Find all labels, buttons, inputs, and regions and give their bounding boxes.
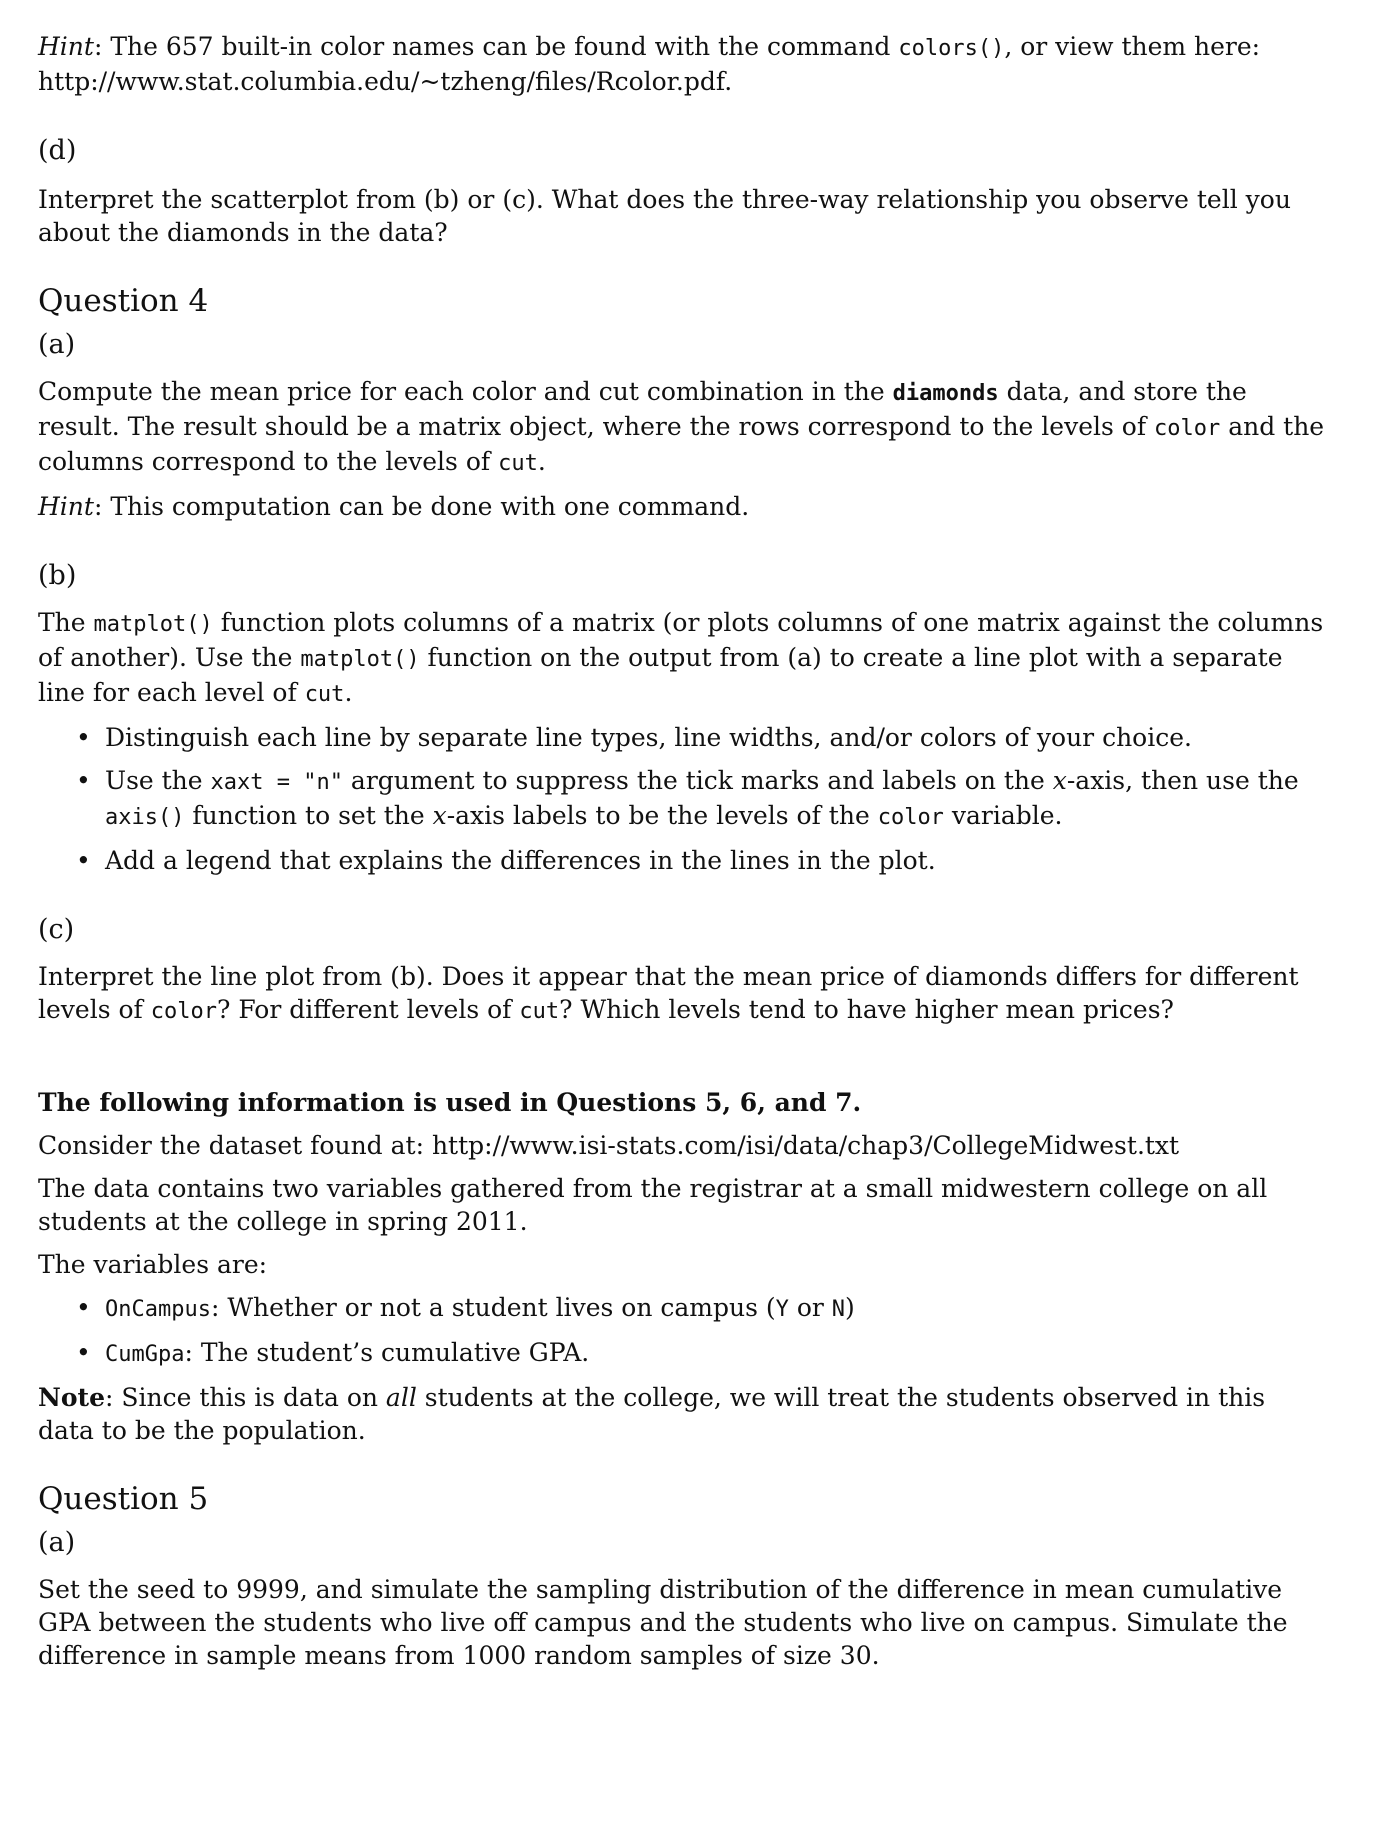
code-inline: xaxt = "n" — [210, 770, 343, 795]
question-4-title: Question 4 — [38, 283, 209, 319]
code-inline: color — [150, 999, 217, 1024]
q4-c-heading: (c) — [38, 914, 75, 945]
text: Distinguish each line by separate line types, line widths, and/or colors of your choice. — [105, 723, 1192, 752]
document-page — [38, 30, 1328, 1672]
code-inline: N — [831, 1297, 846, 1322]
q4-b-text — [38, 606, 1328, 711]
text: argument to suppress the tick marks and labels on the — [342, 766, 1053, 795]
part-d-heading: (d) — [38, 135, 77, 166]
code-inline: matplot() — [300, 647, 420, 672]
text: or — [788, 1293, 832, 1322]
text: Interpret the line plot from (b). Does it appear that the mean price of diamonds differs for different levels of — [38, 962, 1299, 1024]
code-inline: cut — [519, 999, 560, 1024]
data-description: The data contains two variables gathered from the registrar at a small midwestern college on all students at the college in spring 2011. — [38, 1174, 1268, 1236]
bullet-icon: • — [76, 1338, 91, 1367]
text: : Since this is data on — [104, 1383, 386, 1412]
text: and the columns correspond to the levels of — [38, 412, 1325, 476]
dataset-link: Consider the dataset found at: http://www.isi-stats.com/isi/data/chap3/CollegeMidwest.txt — [38, 1131, 1180, 1160]
text: : The student’s cumulative GPA. — [184, 1338, 590, 1367]
q4-a-text — [38, 375, 1328, 480]
text: ? Which levels tend to have higher mean prices? — [559, 995, 1174, 1024]
q4-b-bullets — [38, 721, 1328, 877]
info-heading: The following information is used in Questions 5, 6, and 7. — [38, 1088, 862, 1117]
emphasis: all — [385, 1383, 417, 1412]
question-5-title: Question 5 — [38, 1481, 209, 1517]
text: data, and store the result. The result should be a matrix object, where the rows correspond to the levels of — [38, 377, 1247, 441]
q4-b-heading: (b) — [38, 560, 77, 591]
text: students at the college, we will treat the students observed in this data to be the population. — [38, 1383, 1266, 1445]
text: -axis labels to be the levels of the — [446, 801, 878, 830]
part-d-text: Interpret the scatterplot from (b) or (c). What does the three-way relationship you observe tell you about the diamonds in the data? — [38, 185, 1291, 247]
code-inline: matplot() — [93, 612, 213, 637]
list-item — [38, 1336, 1328, 1371]
hint-label: Hint — [38, 32, 94, 61]
variables-list — [38, 1291, 1328, 1371]
text: function to set the — [184, 801, 433, 830]
text: function on the output from (a) to create a line plot with a separate line for each level of — [38, 643, 1283, 707]
text: ? For different levels of — [216, 995, 520, 1024]
math-var: x — [432, 801, 447, 830]
text: The — [38, 608, 94, 637]
code-inline: Y — [775, 1297, 789, 1322]
hint-text: : This computation can be done with one command. — [93, 492, 750, 521]
text: variable. — [943, 801, 1063, 830]
text: Add a legend that explains the differences in the lines in the plot. — [105, 846, 936, 875]
note-label: Note — [38, 1383, 105, 1412]
code-inline: cut — [304, 682, 345, 707]
hint-text: , or view them here: http://www.stat.columbia.edu/~tzheng/files/Rcolor.pdf. — [38, 32, 1261, 96]
bullet-icon: • — [76, 1293, 91, 1322]
hint-label: Hint — [38, 492, 94, 521]
code-inline: OnCampus — [105, 1297, 211, 1322]
text: . — [344, 678, 353, 707]
text: -axis, then use the — [1066, 766, 1299, 795]
variables-intro: The variables are: — [38, 1250, 268, 1279]
list-item — [38, 844, 1328, 877]
list-item — [38, 721, 1328, 754]
q5-a-heading: (a) — [38, 1527, 76, 1558]
text: : Whether or not a student lives on campus ( — [210, 1293, 776, 1322]
q4-a-heading: (a) — [38, 329, 76, 360]
code-inline: colors() — [898, 36, 1005, 61]
code-inline: axis() — [105, 805, 185, 830]
list-item — [38, 764, 1328, 834]
code-inline: cut — [498, 451, 538, 476]
code-inline: color — [1154, 416, 1221, 441]
math-var: x — [1052, 766, 1067, 795]
text: ) — [845, 1293, 855, 1322]
text: Compute the mean price for each color and cut combination in the — [38, 377, 893, 406]
text: function plots columns of a matrix (or plots columns of one matrix against the columns of another). Use the — [38, 608, 1324, 672]
q5-a-text: Set the seed to 9999, and simulate the sampling distribution of the difference in mean cumulative GPA between the students who live off campus and the students who live on campus. Simulate the difference in sample means from 1000 random samples of size 30. — [38, 1575, 1288, 1670]
code-inline: diamonds — [892, 381, 999, 406]
bullet-icon: • — [76, 846, 91, 875]
text: . — [537, 447, 546, 476]
text: Use the — [105, 766, 211, 795]
bullet-icon: • — [76, 723, 91, 752]
note — [38, 1381, 1328, 1447]
list-item — [38, 1291, 1328, 1326]
q4-c-text — [38, 960, 1328, 1028]
code-inline: CumGpa — [105, 1342, 185, 1367]
bullet-icon: • — [76, 766, 91, 795]
code-inline: color — [877, 805, 944, 830]
hint-text: : The 657 built-in color names can be found with the command — [93, 32, 899, 61]
q4-a-hint — [38, 490, 1328, 523]
hint-colors — [38, 30, 1328, 98]
